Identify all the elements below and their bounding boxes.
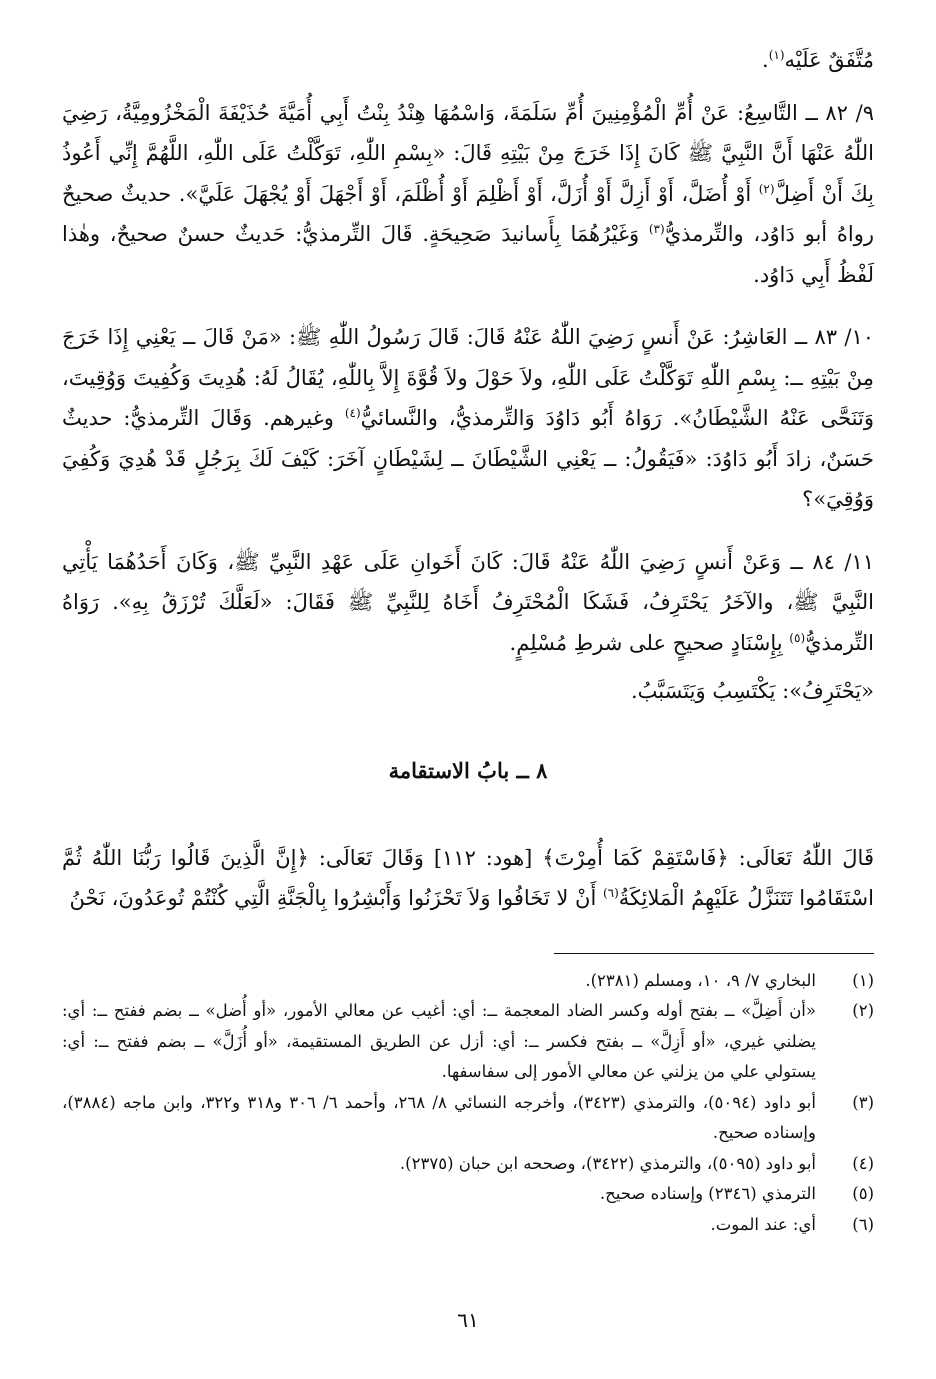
page-number: ٦١ [457, 1308, 479, 1332]
footnote-text: «أن أَضِلَّ» ــ بفتح أوله وكسر الضاد المعجمة ــ: أي: أغيب عن معالي الأمور، «أو أُضل» ــ بضم ففتح ــ: أي: يضلني غيري، «أو أَزِلَّ» ــ بفتح فكسر ــ: أي: أزل عن الطريق المستقيمة، «أو أُزَلَّ» ــ بضم ففتح ــ: أي: يستولي علي من يزلني عن معالي الأمور إلى سفاسفها. [62, 1001, 816, 1081]
chapter-verse-text: أَنْ لا تَخَافُوا وَلاَ تَحْزَنُوا وَأَبْشِرُوا بِالْجَنَّةِ الَّتِي كُنْتُمْ تُوعَدُونَ، نَحْنُ [69, 886, 597, 910]
footnote-item [62, 1179, 874, 1210]
footnote-number: (٥) [852, 1184, 874, 1203]
hadith-83 [62, 317, 874, 520]
footnote-item [62, 1210, 874, 1241]
footnote-divider [554, 953, 874, 954]
chapter-verse-text: قَالَ اللّٰهُ تَعَالَى: ﴿فَاسْتَقِمْ كَمَا أُمِرْتَ﴾ [هود: ١١٢] وَقَالَ تَعَالَى: ﴿إِنَّ الَّذِينَ قَالُوا رَبُّنَا اللّٰهُ ثُمَّ اسْتَقَامُوا تَتَنَزَّلُ عَلَيْهِمُ الْمَلائِكَةُ [62, 845, 874, 910]
hadith-84 [62, 542, 874, 664]
hadith-text: وَغَيْرُهُمَا بِأَسانيدَ صَحِيحَةٍ. قَالَ التِّرمذيُّ: حَديثٌ حسنٌ صحيحٌ، وهٰذا لَفْظُ أَبِي دَاوُد. [62, 222, 874, 287]
hadith-text: ٩/ ٨٢ ــ التَّاسِعُ: عَنْ أُمِّ الْمُؤْمِنِينَ أُمِّ سَلَمَةَ، وَاسْمُهَا هِنْدُ بِنْتُ أَبِي أُمَيَّةَ حُذَيْفَةَ الْمَخْزُومِيَّةُ، رَضِيَ اللّٰهُ عَنْهَا أَنَّ النَّبِيَّ ﷺ كَانَ إِذَا خَرَجَ مِنْ بَيْتِهِ قَالَ: «بِسْمِ اللّٰهِ، تَوَكَّلْتُ عَلَى اللّٰهِ، اللَّهُمَّ إِنِّي أَعُوذُ بِكَ أَنْ أَضِلَّ [62, 100, 874, 206]
footnote-item [62, 996, 874, 1088]
hadith-text: ١١/ ٨٤ ــ وَعَنْ أَنسٍ رَضِيَ اللّٰهُ عَنْهُ قَالَ: كَانَ أَخَوانِ عَلَى عَهْدِ النَّبِيِّ ﷺ، وَكَانَ أَحَدُهُمَا يَأْتِي النَّبِيَّ ﷺ، والآخَرُ يَحْتَرِفُ، فَشَكَا الْمُحْتَرِفُ أَخَاهُ لِلنَّبِيِّ ﷺ فَقَالَ: «لَعَلَّكَ تُرْزَقُ بِهِ». رَوَاهُ التِّرمذيُّ [62, 549, 874, 655]
intro-line [62, 40, 874, 81]
footnotes-list [62, 966, 874, 1241]
footnote-item [62, 966, 874, 997]
footnote-text: أي: عند الموت. [710, 1214, 816, 1234]
hadith-text: بِإِسْنَادٍ صحيحٍ على شرطِ مُسْلِمٍ. [509, 630, 783, 655]
footnote-text: البخاري ٧/ ٩، ١٠، ومسلم (٢٣٨١). [585, 970, 816, 990]
footnote-number: (٤) [852, 1153, 874, 1173]
footnote-text: أبو داود (٥٠٩٥)، والترمذي (٣٤٢٢)، وصححه ابن حبان (٢٣٧٥). [399, 1153, 816, 1173]
footnote-ref[interactable]: (٥) [789, 630, 806, 645]
intro-text: مُتَّفَقٌ عَلَيْه [784, 48, 874, 72]
footnote-ref[interactable]: (٦) [602, 886, 619, 900]
footnote-number: (٦) [852, 1214, 874, 1234]
hadith-text: أَوْ أُضَلَّ، أَوْ أَزِلَّ أَوْ أُزَلَّ، أَوْ أَظْلِمَ أَوْ أُظْلَمَ، أَوْ أَجْهَلَ أَوْ يُجْهَلَ عَلَيَّ». حديثٌ صحيحٌ رواهُ أبو دَاوُد، والتِّرمذيُّ [62, 181, 874, 246]
hadith-text: ١٠/ ٨٣ ــ العَاشِرُ: عَنْ أَنسٍ رَضِيَ اللّٰهُ عَنْهُ قَالَ: قَالَ رَسُولُ اللّٰهِ ﷺ: «مَنْ قَالَ ــ يَعْنِي إِذَا خَرَجَ مِنْ بَيْتِهِ ــ: بِسْمِ اللّٰهِ تَوَكَّلْتُ عَلَى اللّٰهِ، ولاَ حَوْلَ ولاَ قُوَّةَ إِلاَّ بِاللّٰهِ، يُقَالُ لَهُ: هُدِيتَ وَكُفِيتَ وَوُقِيتَ، وَتَنَحَّى عَنْهُ الشَّيْطَانُ». رَوَاهُ أَبُو دَاوُدَ وَالتِّرمذيُّ، والنَّسائيُّ [62, 325, 874, 430]
footnote-number: (١) [852, 970, 874, 990]
chapter-text [62, 838, 874, 919]
footnote-text: أبو داود (٥٠٩٤)، والترمذي (٣٤٢٣)، وأخرجه النسائي ٨/ ٢٦٨، وأحمد ٦/ ٣٠٦ و٣١٨ و٣٢٢، وابن ماجه (٣٨٨٤)، وإسناده صحيح. [62, 1092, 816, 1142]
intro-end: . [762, 48, 769, 72]
footnote-number: (٣) [852, 1092, 874, 1112]
footnote-ref[interactable]: (٣) [648, 222, 665, 236]
word-gloss: «يَحْتَرِفُ»: يَكْتَسِبُ وَيَتَسَبَّبُ. [630, 679, 874, 703]
footnote-item [62, 1088, 874, 1149]
footnote-number: (٢) [852, 1001, 874, 1020]
footnote-ref[interactable]: (٢) [758, 181, 775, 196]
footnote-item [62, 1149, 874, 1180]
footnote-text: الترمذي (٢٣٤٦) وإسناده صحيح. [599, 1184, 816, 1203]
chapter-title: ٨ ــ بابُ الاستقامة [388, 757, 548, 783]
footnote-ref[interactable]: (١) [768, 48, 785, 62]
hadith-text: وغيرهم. وَقَالَ التِّرمذيُّ: حديثٌ حَسَنٌ، زادَ أَبُو دَاوُدَ: «فَيَقُولُ: ــ يَعْنِي الشَّيْطَانَ ــ لِشَيْطَانٍ آخَرَ: كَيْفَ لَكَ بِرَجُلٍ قَدْ هُدِيَ وَكُفِيَ وَوُقِيَ»؟ [62, 406, 874, 511]
hadith-82 [62, 93, 874, 296]
footnote-ref[interactable]: (٤) [344, 406, 361, 420]
